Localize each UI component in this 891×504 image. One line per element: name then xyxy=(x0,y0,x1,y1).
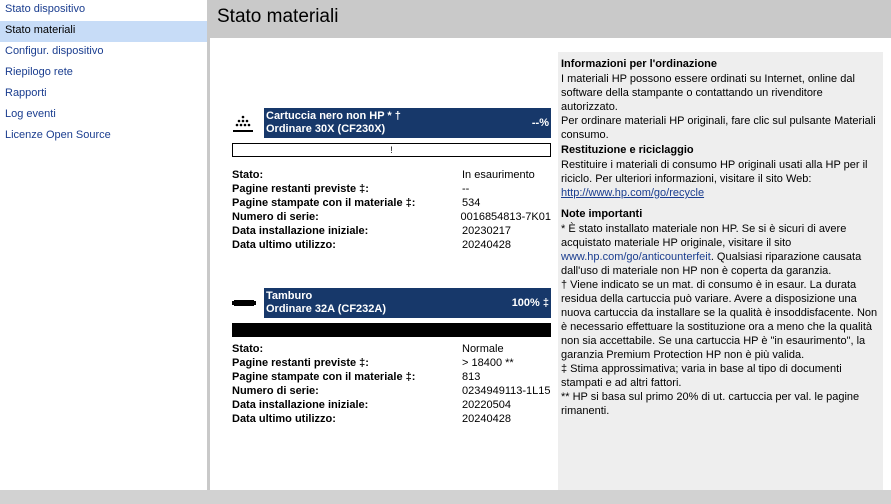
note-estimate: ‡ Stima approssimativa; varia in base al tipo di documenti stampati e ad altri fattori. xyxy=(561,363,842,389)
ordering-info-text: I materiali HP possono essere ordinati su Internet, online dal software della stampante o contattando un rivenditore autorizzato. xyxy=(561,73,855,113)
install-date-label: Data installazione iniziale: xyxy=(232,399,369,411)
supply-title-bar xyxy=(264,288,551,318)
info-row-serial xyxy=(232,384,551,398)
info-row-pages-printed xyxy=(232,196,551,210)
pages-printed-label: Pagine stampate con il materiale ‡: xyxy=(232,371,416,383)
status-label: Stato: xyxy=(232,343,264,355)
info-row-install-date xyxy=(232,224,551,238)
supply-level-percent: 100% ‡ xyxy=(511,296,549,309)
pages-printed-value: 534 xyxy=(462,197,481,209)
sidebar-item-reports[interactable]: Rapporti xyxy=(5,87,47,99)
sidebar-nav xyxy=(0,0,207,504)
sidebar-item-network-summary[interactable]: Riepilogo rete xyxy=(5,66,73,78)
install-date-value: 20230217 xyxy=(462,225,511,237)
last-used-value: 20240428 xyxy=(462,413,511,425)
info-row-install-date xyxy=(232,398,551,412)
ordering-info-heading: Informazioni per l'ordinazione xyxy=(561,58,718,70)
last-used-label: Data ultimo utilizzo: xyxy=(232,239,336,251)
supply-title-bar xyxy=(264,108,551,138)
install-date-label: Data installazione iniziale: xyxy=(232,225,369,237)
install-date-value: 20220504 xyxy=(462,399,511,411)
status-value: In esaurimento xyxy=(462,169,535,181)
serial-value: 0234949113-1L15 xyxy=(462,385,551,397)
supply-level-gauge xyxy=(232,143,551,157)
page-title: Stato materiali xyxy=(217,6,339,27)
info-row-pages-remaining xyxy=(232,356,551,370)
pages-printed-label: Pagine stampate con il materiale ‡: xyxy=(232,197,416,209)
last-used-value: 20240428 xyxy=(462,239,511,251)
sidebar-item-supplies-status[interactable]: Stato materiali xyxy=(0,21,207,42)
supply-order-number: Ordinare 32A (CF232A) xyxy=(266,303,387,315)
anticounterfeit-link[interactable]: www.hp.com/go/anticounterfeit xyxy=(561,251,711,263)
serial-value: 0016854813-7K01 xyxy=(460,211,551,223)
last-used-label: Data ultimo utilizzo: xyxy=(232,413,336,425)
info-row-pages-remaining xyxy=(232,182,551,196)
supply-name: Cartuccia nero non HP * † xyxy=(266,110,401,122)
pages-remaining-label: Pagine restanti previste ‡: xyxy=(232,183,369,195)
pages-remaining-value: > 18400 ** xyxy=(462,357,514,369)
recycle-text: Restituire i materiali di consumo HP originali usati alla HP per il riciclo. Per ulteriori informazioni, visitare il sito Web: xyxy=(561,159,868,185)
note-non-hp-text: * È stato installato materiale non HP. Se si è sicuri di avere acquistato materiale HP originale, visitare il sito xyxy=(561,223,847,249)
recycle-link[interactable]: http://www.hp.com/go/recycle xyxy=(561,187,705,199)
status-value: Normale xyxy=(462,343,504,355)
sidebar-item-device-config[interactable]: Configur. dispositivo xyxy=(5,45,104,57)
low-level-warning-mark: ! xyxy=(390,145,393,155)
sidebar-divider xyxy=(207,0,210,504)
pages-remaining-label: Pagine restanti previste ‡: xyxy=(232,357,369,369)
imaging-drum-icon xyxy=(232,288,264,318)
sidebar-item-device-status[interactable]: Stato dispositivo xyxy=(5,3,86,15)
info-row-status xyxy=(232,342,551,356)
sidebar-item-event-log[interactable]: Log eventi xyxy=(5,108,56,120)
note-pages-basis: ** HP si basa sul primo 20% di ut. cartuccia per val. le pagine rimanenti. xyxy=(561,391,860,417)
notes-heading: Note importanti xyxy=(561,208,643,220)
bottom-bar xyxy=(0,490,891,504)
serial-label: Numero di serie: xyxy=(232,385,319,397)
supply-level-percent: --% xyxy=(531,116,549,129)
supply-level-gauge xyxy=(232,323,551,337)
info-row-pages-printed xyxy=(232,370,551,384)
supply-name: Tamburo xyxy=(266,290,313,302)
supply-drum xyxy=(232,288,551,426)
recycle-heading: Restituzione e riciclaggio xyxy=(561,144,694,156)
ordering-info-text-2: Per ordinare materiali HP originali, fare clic sul pulsante Materiali consumo. xyxy=(561,115,876,141)
info-row-last-used xyxy=(232,412,551,426)
status-label: Stato: xyxy=(232,169,264,181)
supply-level-fill xyxy=(233,324,550,336)
info-row-status xyxy=(232,168,551,182)
pages-printed-value: 813 xyxy=(462,371,481,383)
info-row-serial xyxy=(232,210,551,224)
info-row-last-used xyxy=(232,238,551,252)
main-content xyxy=(216,40,891,490)
note-non-hp xyxy=(561,222,879,278)
info-panel xyxy=(558,52,883,490)
page-header xyxy=(210,0,891,38)
note-non-hp-text-2: . Qualsiasi riparazione causata dall'uso di materiale non HP non è coperta da garanzia. xyxy=(561,251,862,277)
sidebar-item-open-source-licenses[interactable]: Licenze Open Source xyxy=(5,129,111,141)
serial-label: Numero di serie: xyxy=(232,211,319,223)
pages-remaining-value: -- xyxy=(462,183,470,195)
note-low-supply: † Viene indicato se un mat. di consumo è in esaur. La durata residua della cartuccia può variare. Avere a disposizione una nuova cartuccia da installare se la qualità è insoddisfacente. Non è necessario effettuare la sostituzione ora a meno che la qualità non sia accettabile. Se una cartuccia HP è "in esaurimento", la garanzia Premium Protection HP non è più valida. xyxy=(561,279,878,361)
supply-cartridge xyxy=(232,108,551,252)
toner-cartridge-icon xyxy=(232,108,264,138)
supply-order-number: Ordinare 30X (CF230X) xyxy=(266,123,386,135)
